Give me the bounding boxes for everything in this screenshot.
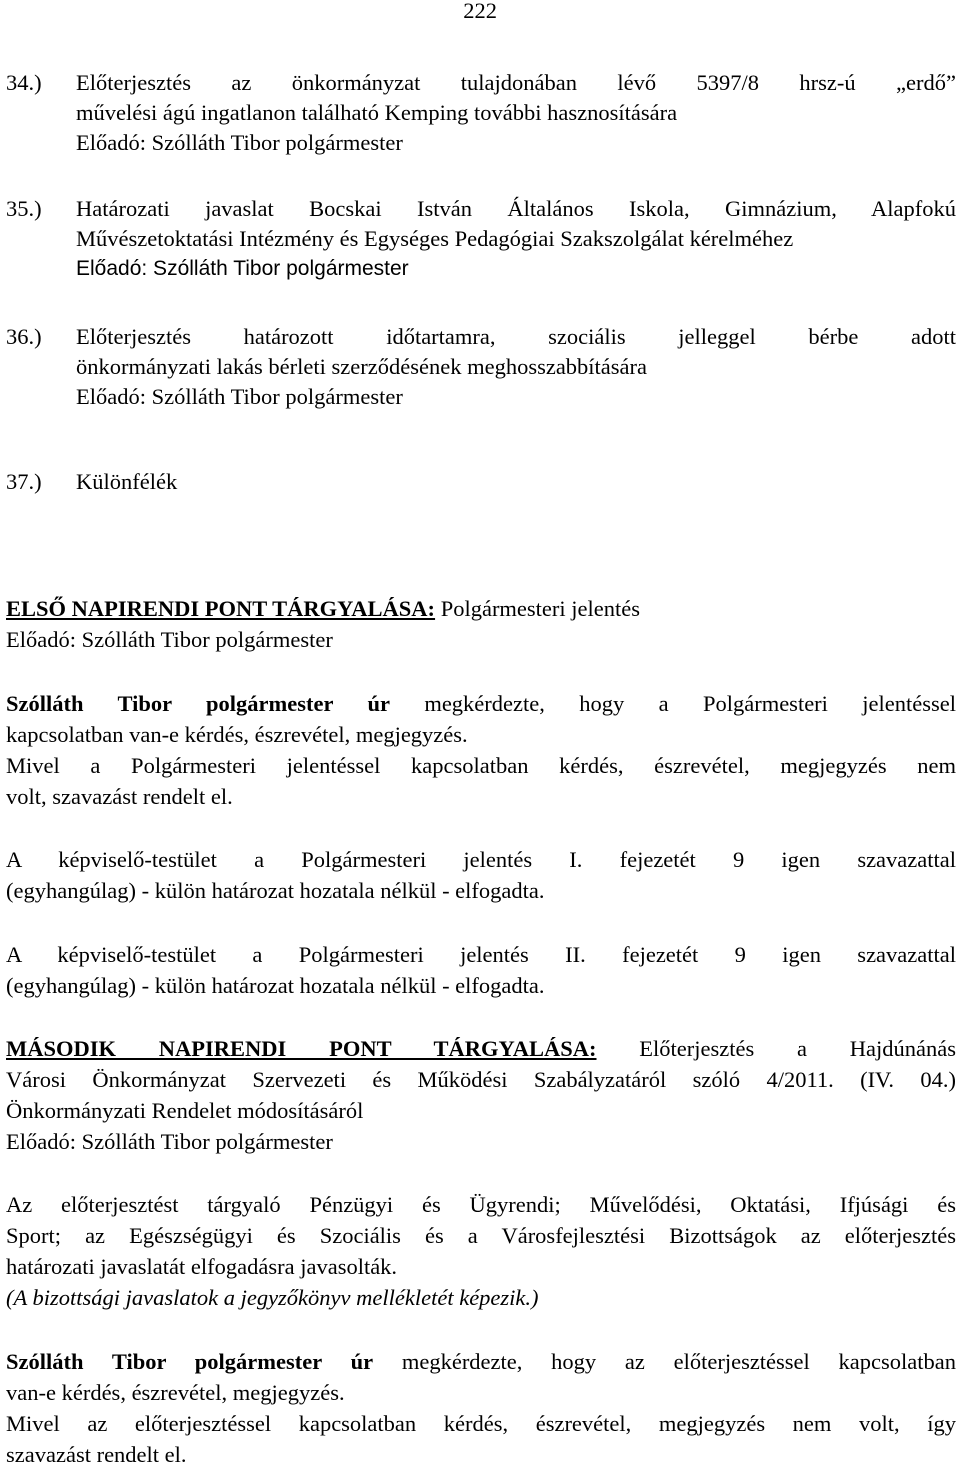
question-line xyxy=(6,688,956,719)
first-point-heading: ELSŐ NAPIRENDI PONT TÁRGYALÁSA: xyxy=(6,596,436,621)
agenda-presenter: Előadó: Szólláth Tibor polgármester xyxy=(76,257,409,280)
second-point-section xyxy=(6,1033,956,1157)
agenda-number: 36.) xyxy=(6,324,42,349)
vote-line: A képviselő-testület a Polgármesteri jelentés II. fejezetét 9 igen szavazattal xyxy=(6,942,956,967)
no-question-line: szavazást rendelt el. xyxy=(6,1442,187,1467)
agenda-number: 37.) xyxy=(6,469,42,494)
question-text: megkérdezte, hogy a Polgármesteri jelentéssel xyxy=(389,691,957,716)
page-number: 222 xyxy=(463,0,497,23)
no-question-line: Mivel az előterjesztéssel kapcsolatban kérdés, észrevétel, megjegyzés nem volt, így xyxy=(6,1411,956,1436)
second-point-title: Előterjesztés a Hajdúnánás xyxy=(596,1036,956,1061)
second-point-title-line xyxy=(6,1033,956,1064)
agenda-text-line: Határozati javaslat Bocskai István Általános Iskola, Gimnázium, Alapfokú xyxy=(76,196,956,221)
first-point-section xyxy=(6,593,956,655)
first-point-title: Polgármesteri jelentés xyxy=(435,596,641,621)
vote-line: (egyhangúlag) - külön határozat hozatala nélkül - elfogadta. xyxy=(6,973,545,998)
second-point-title-line: Városi Önkormányzat Szervezeti és Működési Szabályzatáról szóló 4/2011. (IV. 04.) xyxy=(6,1067,956,1092)
agenda-text-line: Művészetoktatási Intézmény és Egységes Pedagógiai Szakszolgálat kérelméhez xyxy=(76,226,794,251)
agenda-number: 35.) xyxy=(6,196,42,221)
second-point-question xyxy=(6,1346,956,1470)
agenda-text-line: művelési ágú ingatlanon található Kemping további hasznosítására xyxy=(76,100,678,125)
first-point-vote-1 xyxy=(6,844,956,906)
agenda-text-line: önkormányzati lakás bérleti szerződésének meghosszabbítására xyxy=(76,354,648,379)
first-point-question xyxy=(6,688,956,812)
agenda-presenter: Előadó: Szólláth Tibor polgármester xyxy=(76,130,403,155)
committee-note: (A bizottsági javaslatok a jegyzőkönyv mellékletét képezik.) xyxy=(6,1285,539,1310)
question-line: kapcsolatban van-e kérdés, észrevétel, megjegyzés. xyxy=(6,722,468,747)
committee-line: Sport; az Egészségügyi és Szociális és a Városfejlesztési Bizottságok az előterjesztés xyxy=(6,1223,956,1248)
agenda-text-line: Előterjesztés az önkormányzat tulajdonában lévő 5397/8 hrsz-ú „erdő” xyxy=(76,70,956,95)
second-point-heading: MÁSODIK NAPIRENDI PONT TÁRGYALÁSA: xyxy=(6,1036,597,1061)
question-text: megkérdezte, hogy az előterjesztéssel kapcsolatban xyxy=(373,1349,957,1374)
speaker-name: Szólláth Tibor polgármester úr xyxy=(6,1349,374,1374)
speaker-name: Szólláth Tibor polgármester úr xyxy=(6,691,390,716)
agenda-item-37 xyxy=(6,467,956,497)
agenda-presenter: Előadó: Szólláth Tibor polgármester xyxy=(76,384,403,409)
agenda-number: 34.) xyxy=(6,70,42,95)
question-line: van-e kérdés, észrevétel, megjegyzés. xyxy=(6,1380,345,1405)
agenda-item-35 xyxy=(6,194,956,284)
no-question-line: volt, szavazást rendelt el. xyxy=(6,784,233,809)
agenda-item-34 xyxy=(6,68,956,158)
second-point-title-line: Önkormányzati Rendelet módosításáról xyxy=(6,1098,364,1123)
first-point-vote-2 xyxy=(6,939,956,1001)
question-line xyxy=(6,1346,956,1377)
agenda-text-line: Különfélék xyxy=(76,469,178,494)
vote-line: A képviselő-testület a Polgármesteri jelentés I. fejezetét 9 igen szavazattal xyxy=(6,847,956,872)
committee-line: határozati javaslatát elfogadásra javasolták. xyxy=(6,1254,398,1279)
no-question-line: Mivel a Polgármesteri jelentéssel kapcsolatban kérdés, észrevétel, megjegyzés nem xyxy=(6,753,956,778)
first-point-title-line xyxy=(6,593,956,624)
agenda-text-line: Előterjesztés határozott időtartamra, szociális jelleggel bérbe adott xyxy=(76,324,956,349)
vote-line: (egyhangúlag) - külön határozat hozatala nélkül - elfogadta. xyxy=(6,878,545,903)
committee-line: Az előterjesztést tárgyaló Pénzügyi és Ügyrendi; Művelődési, Oktatási, Ifjúsági és xyxy=(6,1192,956,1217)
agenda-item-36 xyxy=(6,322,956,412)
second-point-presenter: Előadó: Szólláth Tibor polgármester xyxy=(6,1129,333,1154)
first-point-presenter: Előadó: Szólláth Tibor polgármester xyxy=(6,627,333,652)
committee-recommendation xyxy=(6,1189,956,1313)
